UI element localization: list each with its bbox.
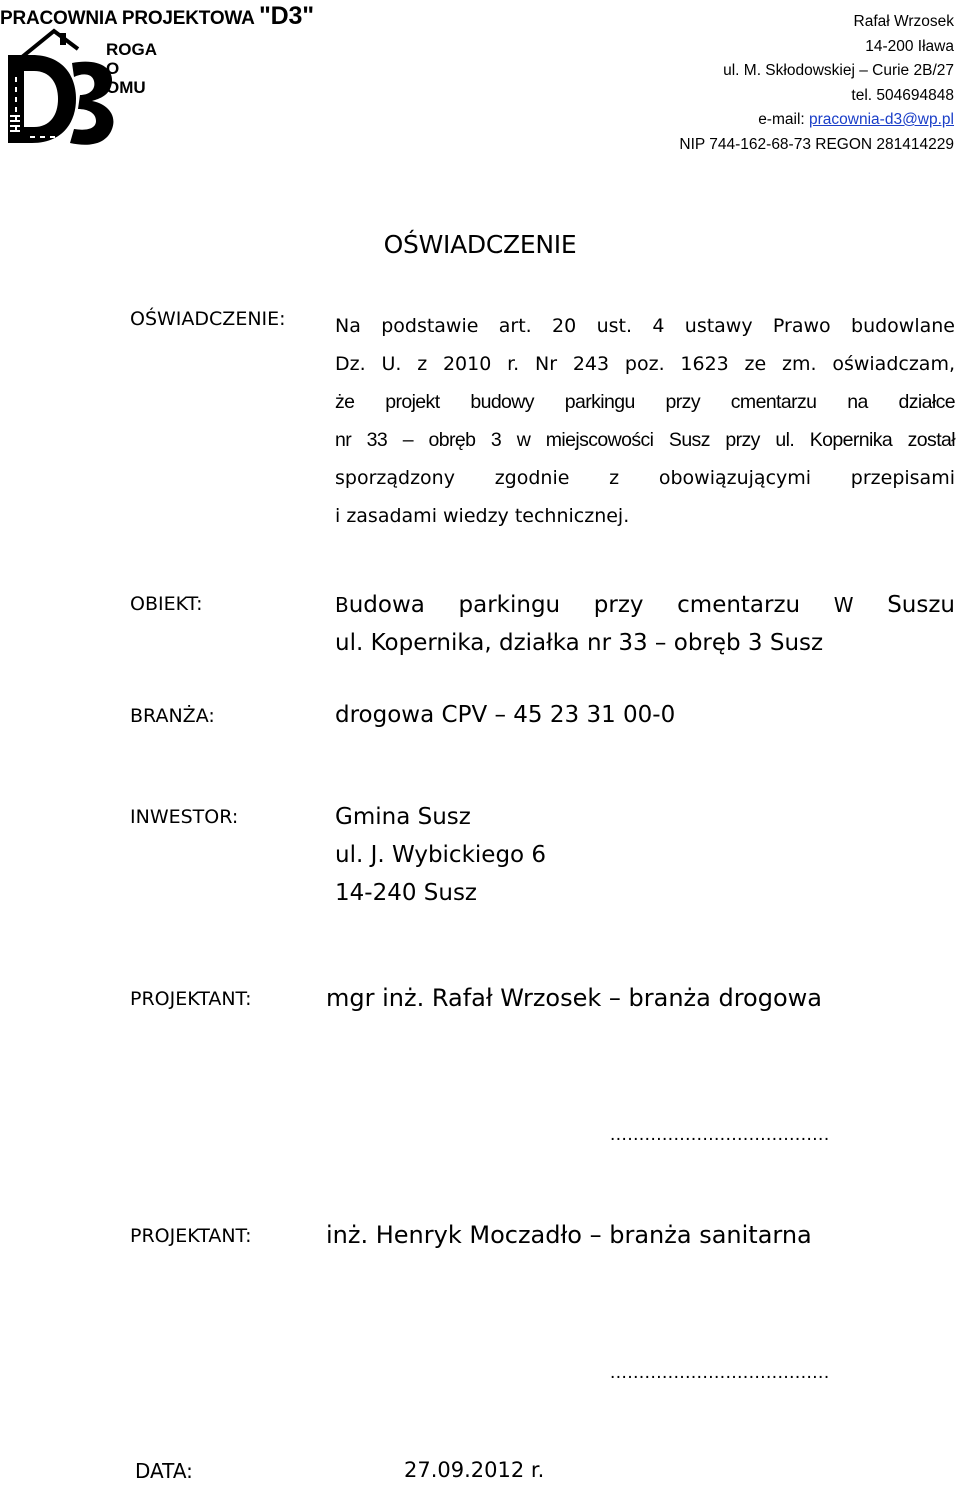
statement-line-6: i zasadami wiedzy technicznej.	[335, 505, 630, 527]
contact-email-label: e-mail:	[758, 111, 810, 128]
date-label: DATA:	[135, 1459, 193, 1483]
statement-line-2: Dz. U. z 2010 r. Nr 243 poz. 1623 ze zm. oświadczam,	[335, 353, 955, 375]
document-title: OŚWIADCZENIE	[383, 230, 577, 259]
branza-label: BRANŻA:	[130, 705, 215, 727]
contact-phone: tel. 504694848	[851, 86, 954, 104]
logo-line-2: O	[106, 59, 120, 78]
inwestor-label: INWESTOR:	[130, 806, 239, 828]
contact-email-row	[679, 108, 954, 133]
obiekt-initial: B	[335, 593, 349, 617]
inwestor-value	[335, 798, 546, 912]
statement-line-5: sporządzony zgodnie z obowiązującymi przepisami	[335, 467, 955, 489]
projektant1-signature-line: ......................................	[610, 1124, 830, 1145]
logo-text	[106, 40, 157, 97]
contact-street: ul. M. Skłodowskiej – Curie 2B/27	[723, 62, 954, 79]
inwestor-line-2: ul. J. Wybickiego 6	[335, 842, 547, 868]
obiekt-w: W	[833, 593, 854, 617]
projektant1-value: mgr inż. Rafał Wrzosek – branża drogowa	[326, 984, 822, 1012]
statement-line-4: nr 33 – obręb 3 w miejscowości Susz przy ul. Kopernika został	[335, 429, 955, 451]
projektant2-label: PROJEKTANT:	[130, 1225, 252, 1247]
branza-value: drogowa CPV – 45 23 31 00-0	[335, 702, 676, 728]
company-name-text: PRACOWNIA PROJEKTOWA	[0, 8, 259, 29]
obiekt-value	[335, 586, 955, 662]
logo-line-1: ROGA	[106, 40, 157, 59]
obiekt-line-1-a: udowa parkingu przy cmentarzu	[348, 592, 834, 618]
inwestor-line-3: 14-240 Susz	[335, 880, 478, 906]
projektant2-signature-line: ......................................	[610, 1362, 830, 1383]
company-mark: "D3"	[259, 2, 314, 30]
statement-text	[335, 307, 955, 535]
contact-tax-ids: NIP 744-162-68-73 REGON 281414229	[679, 135, 954, 153]
logo-line-3: OMU	[106, 78, 146, 97]
obiekt-line-2: ul. Kopernika, działka nr 33 – obręb 3 Susz	[335, 630, 824, 656]
obiekt-line-1-b: Suszu	[853, 592, 956, 618]
obiekt-line-1	[335, 586, 955, 624]
contact-block	[679, 10, 954, 157]
company-logo	[2, 27, 162, 149]
projektant2-value: inż. Henryk Moczadło – branża sanitarna	[326, 1221, 812, 1249]
statement-label: OŚWIADCZENIE:	[130, 308, 286, 330]
projektant1-label: PROJEKTANT:	[130, 988, 252, 1010]
obiekt-label: OBIEKT:	[130, 593, 203, 615]
inwestor-line-1: Gmina Susz	[335, 804, 471, 830]
contact-city: 14-200 Iława	[865, 37, 954, 55]
contact-email-link[interactable]: pracownia-d3@wp.pl	[809, 111, 954, 128]
date-value: 27.09.2012 r.	[404, 1458, 545, 1482]
statement-line-3: że projekt budowy parkingu przy cmentarzu na działce	[335, 391, 955, 413]
statement-line-1: Na podstawie art. 20 ust. 4 ustawy Prawo budowlane	[335, 315, 955, 337]
contact-name: Rafał Wrzosek	[853, 13, 954, 30]
